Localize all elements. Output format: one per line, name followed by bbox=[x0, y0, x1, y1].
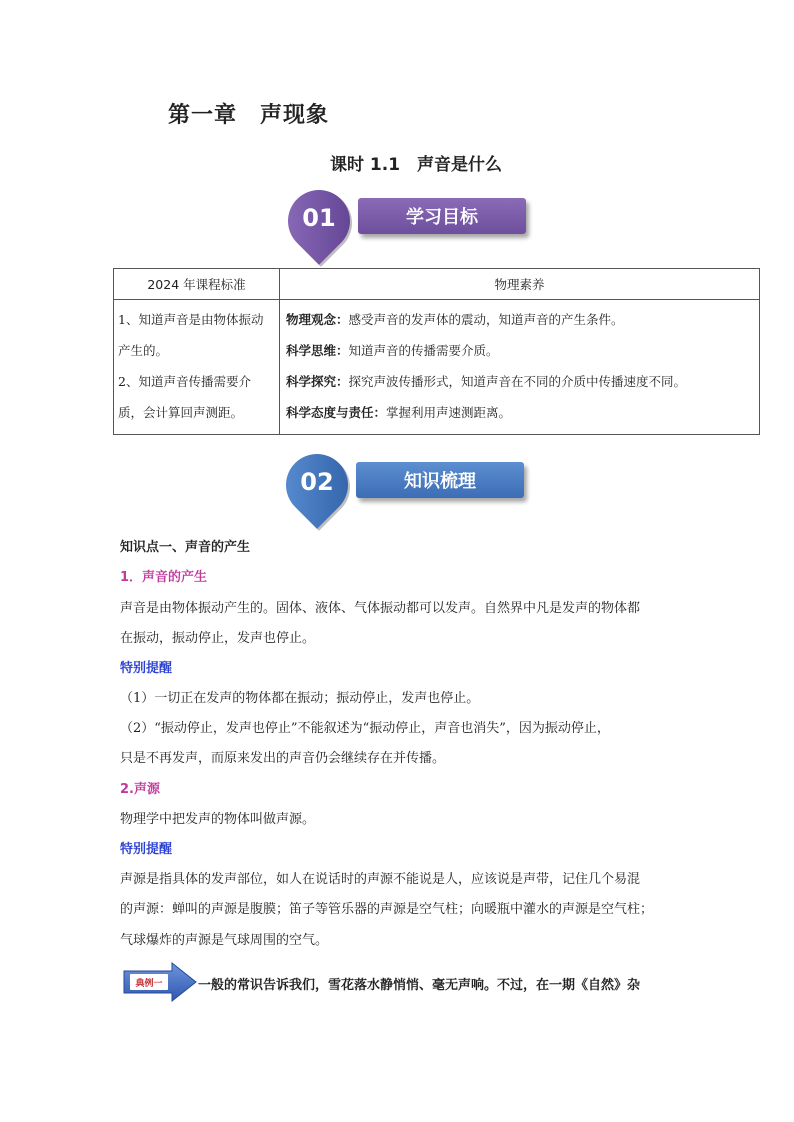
literacy-item bbox=[286, 304, 755, 335]
section-number: 01 bbox=[302, 204, 336, 232]
section-title: 知识梳理 bbox=[356, 462, 524, 498]
literacy-item bbox=[286, 366, 755, 397]
table-line: 1、知道声音是由物体振动 bbox=[118, 312, 264, 327]
literacy-item bbox=[286, 397, 755, 428]
standards-table bbox=[113, 268, 760, 435]
knowledge-point-title: 知识点一、声音的产生 bbox=[120, 540, 251, 555]
literacy-text: 感受声音的发声体的震动，知道声音的产生条件。 bbox=[348, 312, 624, 327]
literacy-item bbox=[286, 335, 755, 366]
literacy-text: 知道声音的传播需要介质。 bbox=[348, 343, 499, 358]
literacy-label: 科学思维： bbox=[286, 343, 349, 358]
paragraph-line: 物理学中把发声的物体叫做声源。 bbox=[120, 812, 316, 827]
literacy-label: 科学态度与责任： bbox=[286, 405, 387, 420]
literacy-label: 科学探究： bbox=[286, 374, 349, 389]
curriculum-standard-cell bbox=[114, 300, 280, 435]
reminder-title: 特别提醒 bbox=[120, 661, 173, 676]
paragraph-line: 在振动，振动停止，发声也停止。 bbox=[120, 631, 316, 646]
subsection-title: 2.声源 bbox=[120, 782, 160, 797]
table-line: 2、知道声音传播需要介 bbox=[118, 374, 251, 389]
paragraph-line: 声音是由物体振动产生的。固体、液体、气体振动都可以发声。自然界中凡是发声的物体都 bbox=[120, 601, 641, 616]
table-header: 2024 年课程标准 bbox=[114, 269, 280, 300]
paragraph-line: 声源是指具体的发声部位，如人在说话时的声源不能说是人，应该说是声带，记住几个易混 bbox=[120, 872, 641, 887]
literacy-text: 探究声波传播形式，知道声音在不同的介质中传播速度不同。 bbox=[348, 374, 687, 389]
example-arrow-icon bbox=[122, 962, 198, 1002]
table-header-row bbox=[114, 269, 760, 300]
table-row bbox=[114, 300, 760, 435]
section-number: 02 bbox=[300, 468, 334, 496]
section-title: 学习目标 bbox=[358, 198, 526, 234]
table-line: 质，会计算回声测距。 bbox=[118, 405, 244, 420]
literacy-text: 掌握利用声速测距离。 bbox=[386, 405, 512, 420]
paragraph-line: （2）“振动停止，发声也停止”不能叙述为“振动停止，声音也消失”，因为振动停止， bbox=[120, 721, 610, 736]
table-line: 产生的。 bbox=[118, 343, 169, 358]
lesson-title: 课时 1.1 声音是什么 bbox=[330, 155, 503, 175]
table-header: 物理素养 bbox=[280, 269, 760, 300]
paragraph-line: 只是不再发声，而原来发出的声音仍会继续存在并传播。 bbox=[120, 751, 446, 766]
reminder-title: 特别提醒 bbox=[120, 842, 173, 857]
subsection-title: 1．声音的产生 bbox=[120, 570, 208, 585]
example-tag: 典例一 bbox=[135, 979, 163, 989]
paragraph-line: 的声源：蝉叫的声源是腹膜；笛子等管乐器的声源是空气柱；向暖瓶中灌水的声源是空气柱； bbox=[120, 902, 654, 917]
paragraph-line: （1）一切正在发声的物体都在振动；振动停止，发声也停止。 bbox=[120, 691, 480, 706]
physics-literacy-cell bbox=[280, 300, 760, 435]
example-question-text: 一般的常识告诉我们，雪花落水静悄悄、毫无声响。不过，在一期《自然》杂 bbox=[198, 978, 641, 993]
paragraph-line: 气球爆炸的声源是气球周围的空气。 bbox=[120, 933, 329, 948]
chapter-title: 第一章 声现象 bbox=[168, 103, 330, 128]
literacy-label: 物理观念： bbox=[286, 312, 349, 327]
